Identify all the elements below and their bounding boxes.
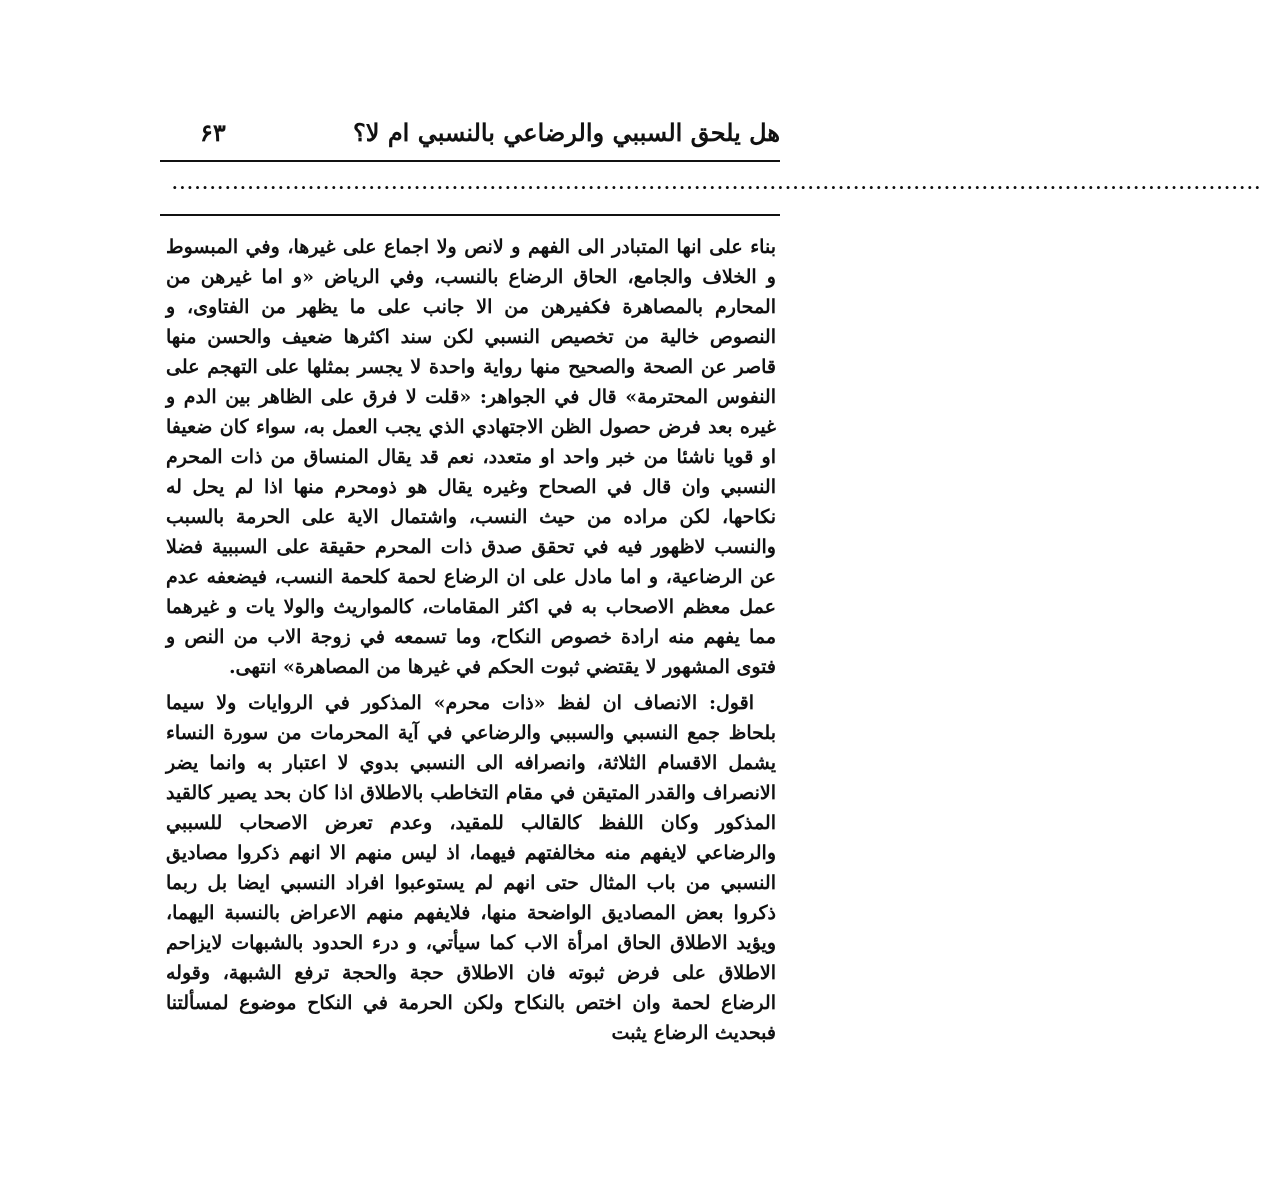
header-rule-bottom — [160, 214, 780, 216]
body-text — [166, 232, 776, 1048]
dotted-separator: ................................................................................................................................................ — [172, 174, 1262, 193]
header-rule-top — [160, 160, 780, 162]
page-number: ۶۳ — [200, 118, 226, 147]
paragraph: اقول: الانصاف ان لفظ «ذات محرم» المذكور في الروايات ولا سيما بلحاظ جمع النسبي والسببي والرضاعي في آية المحرمات من سورة النساء يشمل الاقسام الثلاثة، وانصرافه الى النسبي بدوي لا اعتبار به وانما يضر الانصراف والقدر المتيقن في مقام التخاطب بالاطلاق اذا كان بحد يصير كالقيد المذكور وكان اللفظ كالقالب للمقيد، وعدم تعرض الاصحاب للسببي والرضاعي لايفهم منه مخالفتهم فيهما، اذ ليس منهم الا انهم ذكروا مصاديق النسبي من باب المثال حتى انهم لم يستوعبوا افراد النسبي ايضا بل ربما ذكروا بعض المصاديق الواضحة منها، فلايفهم منهم الاعراض بالنسبة اليهما، ويؤيد الاطلاق الحاق امرأة الاب كما سيأتي، و درء الحدود بالشبهات لايزاحم الاطلاق على فرض ثبوته فان الاطلاق حجة والحجة ترفع الشبهة، وقوله الرضاع لحمة وان اختص بالنكاح ولكن الحرمة في النكاح موضوع لمسألتنا فبحديث الرضاع يثبت — [166, 692, 776, 1044]
running-title: هل يلحق السببي والرضاعي بالنسبي ام لا؟ — [353, 118, 780, 147]
paragraph: بناء على انها المتبادر الى الفهم و لانص ولا اجماع على غيرها، وفي المبسوط و الخلاف والجامع، الحاق الرضاع بالنسب، وفي الرياض «و اما غيرهن من المحارم بالمصاهرة فكفيرهن من الا جانب على ما يظهر من الفتاوى، و النصوص خالية من تخصيص النسبي لكن سند اكثرها ضعيف والحسن منها قاصر عن الصحة والصحيح منها رواية واحدة لا يجسر بمثلها على التهجم على النفوس المحترمة» قال في الجواهر: «قلت لا فرق على الظاهر بين الدم و غيره بعد فرض حصول الظن الاجتهادي الذي يجب العمل به، سواء كان ضعيفا او قويا ناشئا من خبر واحد او متعدد، نعم قد يقال المنساق من ذات المحرم النسبي وان قال في الصحاح وغيره يقال هو ذومحرم منها اذا لم يحل له نكاحها، لكن مراده من حيث النسب، واشتمال الاية على الحرمة بالسبب والنسب لاظهور فيه في تحقق صدق ذات المحرم حقيقة على السببية فضلا عن الرضاعية، و اما مادل على ان الرضاع لحمة كلحمة النسب، فيضعفه عدم عمل معظم الاصحاب به في اكثر المقامات، كالمواريث والولا يات و غيرهما مما يفهم منه ارادة خصوص النكاح، وما تسمعه في زوجة الاب من النص و فتوى المشهور لا يقتضي ثبوت الحكم في غيرها من المصاهرة» انتهى. — [166, 236, 776, 678]
page-header — [160, 118, 780, 158]
